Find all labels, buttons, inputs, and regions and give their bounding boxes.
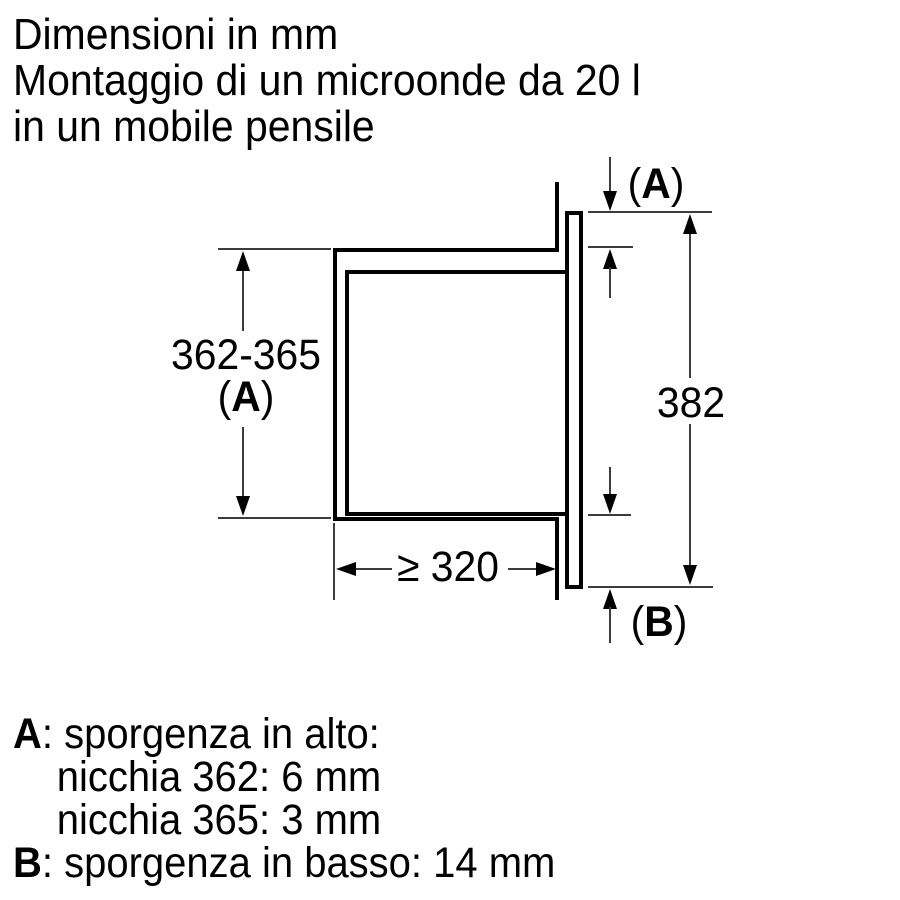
microwave-body-outline xyxy=(345,270,565,516)
arrowhead-down-icon xyxy=(603,494,617,514)
arrowhead-down-icon xyxy=(603,191,617,211)
arrowhead-down-icon xyxy=(683,565,697,585)
arrowhead-up-icon xyxy=(603,589,617,609)
legend-item-a-sub1: nicchia 362: 6 mm xyxy=(56,753,382,801)
title-line-3: in un mobile pensile xyxy=(13,102,375,151)
arrowhead-right-icon xyxy=(536,562,556,576)
front-frame xyxy=(567,213,581,587)
title-line-1: Dimensioni in mm xyxy=(13,10,339,59)
arrowhead-up-icon xyxy=(603,249,617,269)
arrowhead-up-icon xyxy=(683,214,697,234)
arrowhead-down-icon xyxy=(236,496,250,516)
legend-item-b: B: sporgenza in basso: 14 mm xyxy=(13,839,556,887)
ref-b: B xyxy=(644,598,674,646)
legend xyxy=(13,710,556,887)
label-niche-height-ref: (A) xyxy=(217,373,275,421)
dim-top-overhang xyxy=(603,157,617,298)
arrowhead-left-icon xyxy=(336,562,356,576)
arrowhead-up-icon xyxy=(236,251,250,271)
label-top-overhang: (A) xyxy=(627,160,685,208)
label-niche-height: 362-365 xyxy=(171,331,321,379)
legend-item-a: A: sporgenza in alto: xyxy=(13,710,380,758)
dim-bottom-overhang xyxy=(603,467,617,643)
label-bottom-overhang: (B) xyxy=(630,598,688,646)
label-total-height: 382 xyxy=(656,379,726,427)
label-min-depth: ≥ 320 xyxy=(397,543,499,591)
ref-a: A xyxy=(641,160,671,208)
title-line-2: Montaggio di un microonde da 20 l xyxy=(13,56,641,105)
ref-a: A xyxy=(231,373,261,421)
legend-item-a-sub2: nicchia 365: 3 mm xyxy=(56,796,382,844)
cabinet-niche-outline xyxy=(333,182,557,600)
